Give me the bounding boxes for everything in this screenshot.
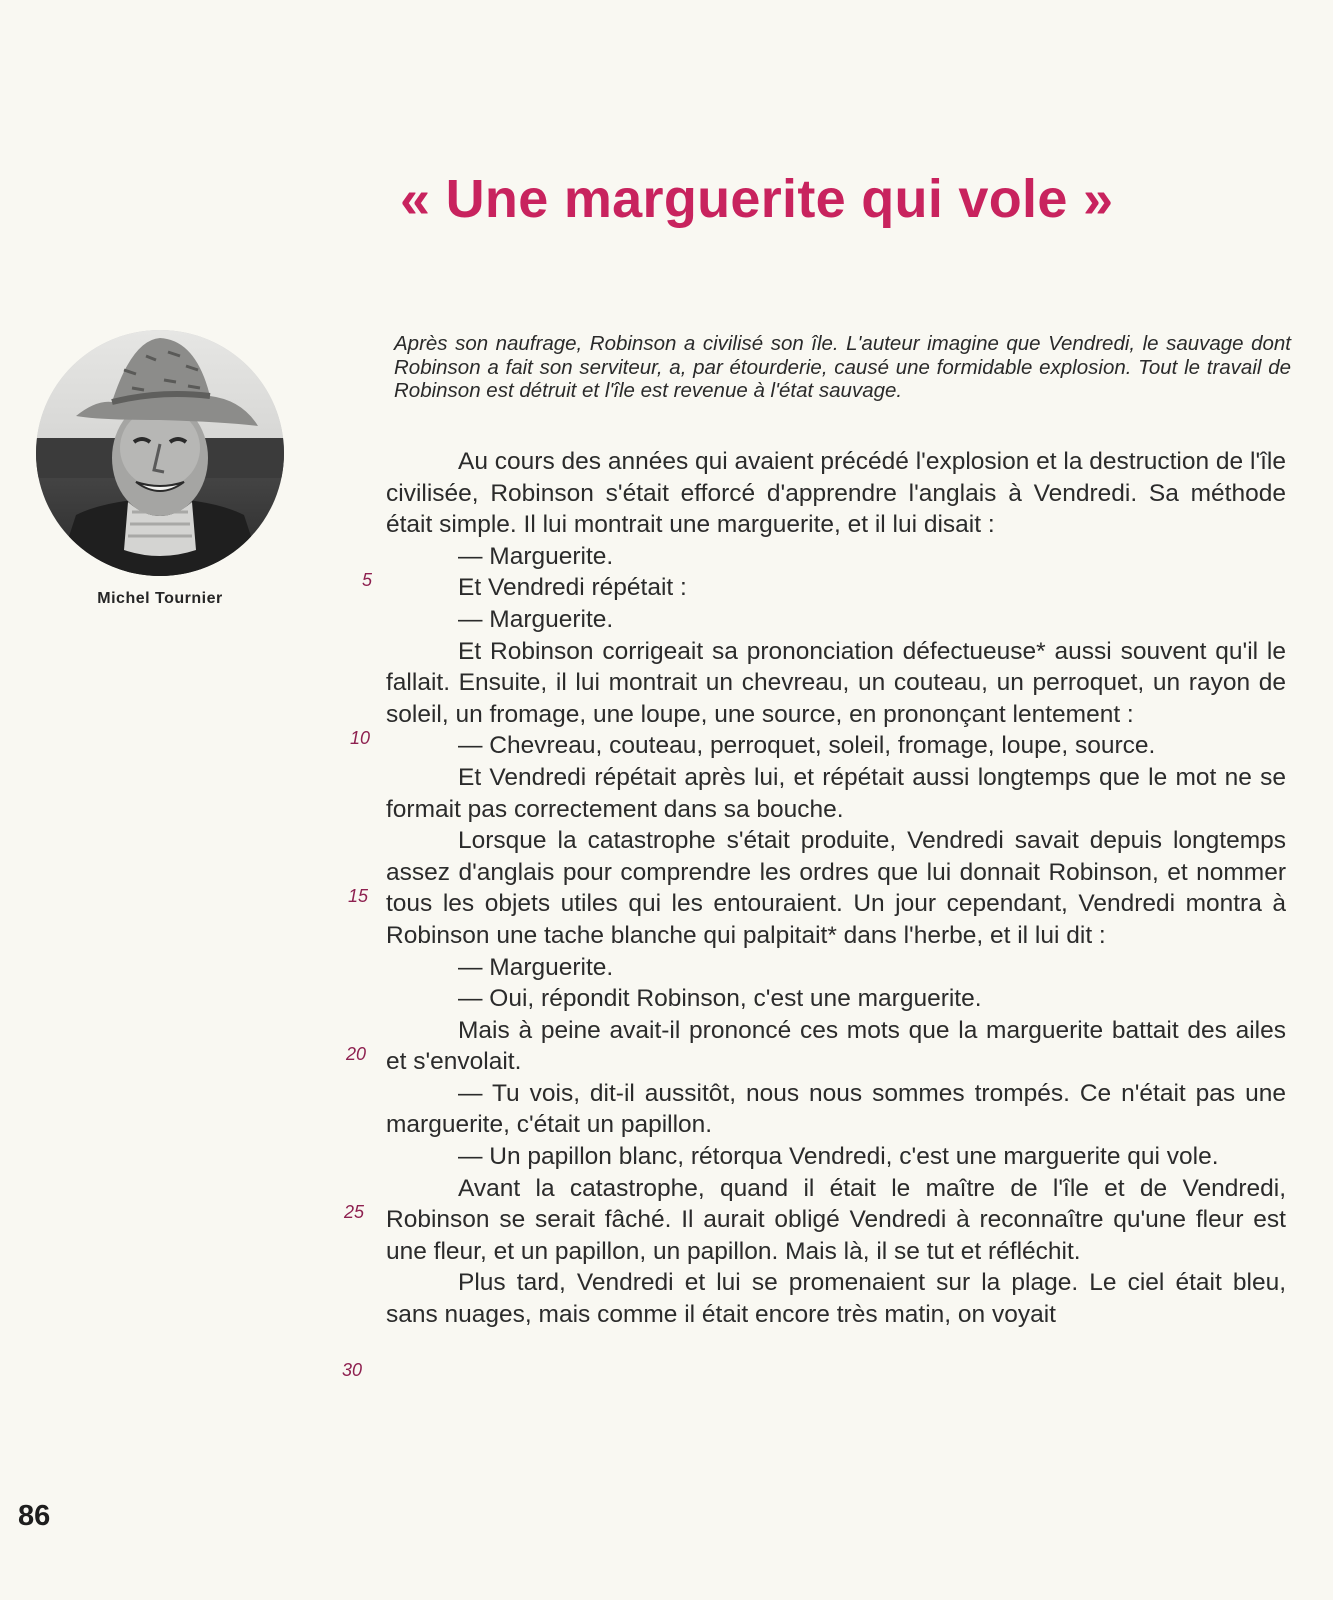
dialogue-line: — Marguerite. (458, 605, 614, 633)
intro-paragraph: Après son naufrage, Robinson a civilisé son île. L'auteur imagine que Vendredi, le sauvage dont Robinson a fait son serviteur, a, par étourderie, causé une formidable explosion. Tout le travail de Robinson est détruit et l'île est revenue à l'état sauvage. (394, 332, 1291, 402)
story-paragraph: Et Vendredi répétait après lui, et répétait aussi longtemps que le mot ne se formait pas correctement dans sa bouche. (386, 763, 1286, 823)
line-number: 15 (347, 886, 368, 906)
dialogue-line: — Marguerite. (458, 953, 614, 981)
page-title: « Une marguerite qui vole » (400, 169, 1114, 229)
dialogue-line: — Oui, répondit Robinson, c'est une marguerite. (458, 985, 982, 1013)
dialogue-line: — Tu vois, dit-il aussitôt, nous nous sommes trompés. Ce n'était pas une marguerite, c'était un papillon. (386, 1079, 1286, 1139)
line-number: 30 (341, 1360, 362, 1380)
dialogue-line: — Chevreau, couteau, perroquet, soleil, fromage, loupe, source. (458, 732, 1156, 760)
author-caption: Michel Tournier (97, 590, 223, 607)
story-paragraph: Au cours des années qui avaient précédé l'explosion et la destruction de l'île civilisée, Robinson s'était efforcé d'apprendre l'anglais à Vendredi. Sa méthode était simple. Il lui montrait une marguerite, et il lui disait : (386, 448, 1286, 539)
line-number: 20 (345, 1044, 366, 1064)
story-text (386, 446, 1286, 1331)
line-number: 5 (361, 570, 372, 590)
story-paragraph: Mais à peine avait-il prononcé ces mots que la marguerite battait des ailes et s'envolait. (386, 1016, 1286, 1076)
author-portrait (36, 330, 284, 576)
dialogue-line: — Un papillon blanc, rétorqua Vendredi, c'est une marguerite qui vole. (458, 1143, 1219, 1171)
story-paragraph: Et Vendredi répétait : (458, 574, 687, 602)
story-paragraph: Lorsque la catastrophe s'était produite, Vendredi savait depuis longtemps assez d'anglais pour comprendre les ordres que lui donnait Robinson, et nommer tous les objets utiles qui les entouraient. Un jour cependant, Vendredi montra à Robinson une tache blanche qui palpitait* dans l'herbe, et il lui dit : (386, 827, 1286, 949)
dialogue-line: — Marguerite. (458, 542, 614, 570)
story-paragraph: Plus tard, Vendredi et lui se promenaient sur la plage. Le ciel était bleu, sans nuages, mais comme il était encore très matin, on voyait (386, 1269, 1286, 1329)
portrait-image (36, 330, 284, 576)
line-number: 10 (349, 728, 370, 748)
page-number: 86 (18, 1500, 51, 1532)
line-number: 25 (343, 1202, 364, 1222)
story-paragraph: Avant la catastrophe, quand il était le maître de l'île et de Vendredi, Robinson se serait fâché. Il aurait obligé Vendredi à reconnaître qu'une fleur est une fleur, et un papillon, un papillon. Mais là, il se tut et réfléchit. (386, 1174, 1286, 1265)
story-paragraph: Et Robinson corrigeait sa prononciation défectueuse* aussi souvent qu'il le fallait. Ensuite, il lui montrait un chevreau, un couteau, un perroquet, un rayon de soleil, un fromage, une loupe, une source, en prononçant lentement : (386, 637, 1286, 728)
